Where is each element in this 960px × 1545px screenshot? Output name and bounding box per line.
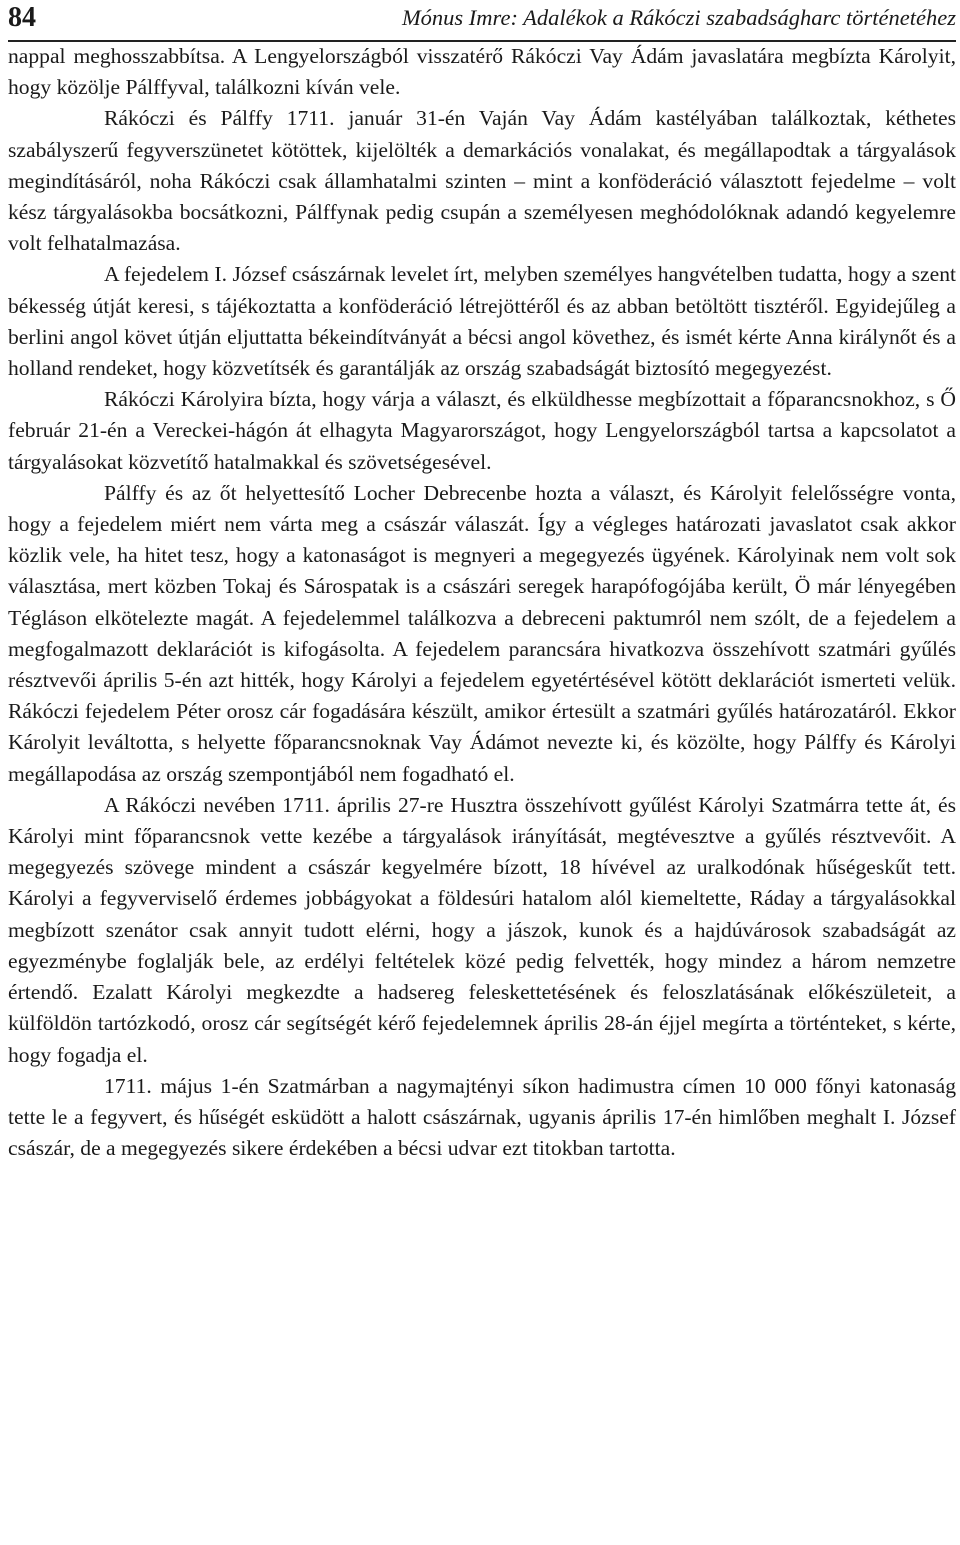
paragraph-1: nappal meghosszabbítsa. A Lengyelországból visszatérő Rákóczi Vay Ádám javaslatára megbízta Károlyit, hogy közölje Pálffyval, találkozni kíván vele. [8,44,956,100]
paragraph-4: Rákóczi Károlyira bízta, hogy várja a választ, és elküldhesse megbízottait a főparancsnokhoz, s Ő február 21-én a Vereckei-hágón át elhagyta Magyarországot, hogy Lengyelországból tartsa a kapcsolatot a tárgyalásokat közvetítő hatalmakkal és szövetségesével. [8,387,956,474]
paragraph-6: A Rákóczi nevében 1711. április 27-re Husztra összehívott gyűlést Károlyi Szatmárra tette át, és Károlyi mint főparancsnok vette kezébe a tárgyalások irányítását, megtévesztve a gyűlés résztvevőit. A megegyezés szövege mindent a császár kegyelmére bízott, 18 hívével az uralkodónak hűségeskűt tett. Károlyi a fegyverviselő érdemes jobbágyokat a földesúri hatalom alól kiemeltette, Ráday a tárgyalásokkal megbízott szenátor csak annyit tudott elérni, hogy a jászok, kunok és a hajdúvárosok szabadságát az egyezménybe foglalják bele, az erdélyi feltételek közé pedig felvették, hogy mindez a három nemzetre értendő. Ezalatt Károlyi megkezdte a hadsereg feleskettetésének és feloszlatásának előkészületeit, a külföldön tartózkodó, orosz cár segítségét kérő fejedelemnek április 28-án éjjel megírta a történteket, s kérte, hogy fogadja el. [8,792,956,1067]
paragraph-2: Rákóczi és Pálffy 1711. január 31-én Vaján Vay Ádám kastélyában találkoztak, kéthetes szabályszerű fegyverszünetet kötöttek, kijelölték a demarkációs vonalakat, és megállapodtak a tárgyalások megindításáról, noha Rákóczi csak államhatalmi szinten – mint a konföderáció választott fejedelme – volt kész tárgyalásokba bocsátkozni, Pálffynak pedig csupán a személyesen meghódolóknak adandó kegyelemre volt felhatalmazása. [8,106,956,256]
paragraph-7: 1711. május 1-én Szatmárban a nagymajtényi síkon hadimustra címen 10 000 főnyi katonaság tette le a fegyvert, és hűségét esküdött a halott császárnak, ugyanis április 17-én himlőben meghalt I. József császár, de a megegyezés sikere érdekében a bécsi udvar ezt titokban tartotta. [8,1073,956,1161]
paragraph-3: A fejedelem I. József császárnak levelet írt, melyben személyes hangvételben tudatta, hogy a szent békesség útját keresi, s tájékoztatta a konföderáció létrejöttéről és az abban betöltött tisztéről. Egyidejűleg a berlini angol követ útján eljuttatta békeindítványát a bécsi angol követhez, és ismét kérte Anna királynőt és a holland rendeket, hogy közvetítsék és garantálják az ország szabadságát biztosító megegyezést. [8,262,956,381]
paragraph-5: Pálffy és az őt helyettesítő Locher Debrecenbe hozta a választ, és Károlyit felelősségre vonta, hogy a fejedelem miért nem várta meg a császár válaszát. Így a végleges határozati javaslatot csak akkor közlik vele, ha hitet tesz, hogy a katonaságot is megnyeri a megegyezés ügyének. Károlyinak nem volt sok választása, mert közben Tokaj és Sárospatak is a császári seregek harapófogójába került, Ö már lényegében Tégláson elkötelezte magát. A fejedelemmel találkozva a debreceni paktumról nem szólt, de a fejedelem a megfogalmazott deklarációt is kifogásolta. A fejedelem parancsára hivatkozva összehívott szatmári gyűlés résztvevői április 5-én azt hitték, hogy Károlyi a fejedelem egyetértésével kötött deklarációt ismerteti velük. Rákóczi fejedelem Péter orosz cár fogadására készült, amikor értesült a szatmári gyűlés határozatáról. Ekkor Károlyit leváltotta, s helyette főparancsnoknak Vay Ádámot nevezte ki, és közölte, hogy Pálffy és Károlyi megállapodása az ország szempontjából nem fogadható el. [8,480,956,786]
body-text [8,41,956,1164]
page-number: 84 [8,2,36,33]
running-title: Mónus Imre: Adalékok a Rákóczi szabadságharc történetéhez [401,5,956,30]
page-header [8,0,956,42]
